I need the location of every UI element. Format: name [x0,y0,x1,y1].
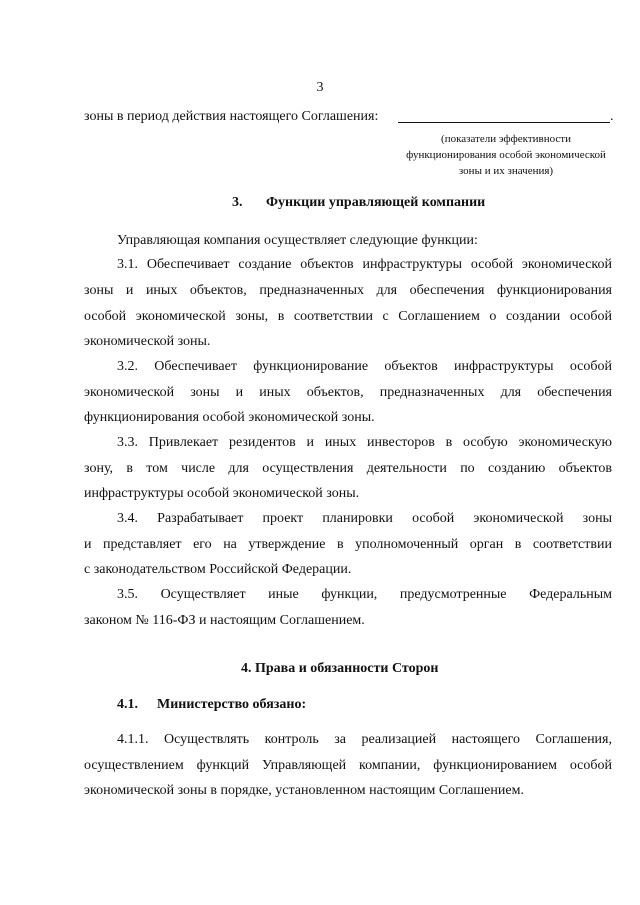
item-4-1-1-line-1: 4.1.1. Осуществлять контроль за реализацией настоящего Соглашения, [117,732,612,747]
item-3-3-line-2: зону, в том числе для осуществления деятельности по созданию объектов [84,461,612,476]
page-number: 3 [316,80,324,95]
item-3-3-line-3: инфраструктуры особой экономической зоны. [84,486,360,501]
section-3-number: 3. [232,195,243,210]
caption-line-1: (показатели эффективности [441,133,571,145]
item-3-4-line-2: и представляет его на утверждение в уполномоченный орган в соответствии [84,537,612,552]
section-3-title: Функции управляющей компании [266,195,486,210]
item-3-2-line-1: 3.2. Обеспечивает функционирование объектов инфраструктуры особой [117,359,612,374]
item-3-1-line-3: особой экономической зоны, в соответствии с Соглашением о создании особой [84,309,612,324]
item-4-1-1-line-2: осуществлением функций Управляющей компании, функционированием особой [84,758,612,773]
subsection-4-1-title: Министерство обязано: [157,697,307,712]
item-3-1-line-2: зоны и иных объектов, предназначенных для обеспечения функционирования [84,283,612,298]
blank-underline [398,122,610,123]
item-3-1-line-4: экономической зоны. [84,334,211,349]
section-3-lead: Управляющая компания осуществляет следующие функции: [117,233,478,248]
subsection-4-1-number: 4.1. [117,697,138,712]
caption-line-2: функционирования особой экономической [406,149,606,161]
item-3-4-line-3: с законодательством Российской Федерации. [84,562,352,577]
section-4-title: 4. Права и обязанности Сторон [241,661,439,676]
intro-trailing-period: . [610,109,614,124]
item-3-1-line-1: 3.1. Обеспечивает создание объектов инфраструктуры особой экономической [117,257,612,272]
item-3-2-line-2: экономической зоны и иных объектов, предназначенных для обеспечения [84,385,612,400]
intro-text: зоны в период действия настоящего Соглашения: [84,109,379,124]
item-3-2-line-3: функционирования особой экономической зоны. [84,410,375,425]
item-4-1-1-line-3: экономической зоны в порядке, установленном настоящим Соглашением. [84,783,524,798]
item-3-5-line-1: 3.5. Осуществляет иные функции, предусмотренные Федеральным [117,587,612,602]
item-3-4-line-1: 3.4. Разрабатывает проект планировки особой экономической зоны [117,511,612,526]
item-3-3-line-1: 3.3. Привлекает резидентов и иных инвесторов в особую экономическую [117,435,612,450]
caption-line-3: зоны и их значения) [458,165,554,177]
item-3-5-line-2: законом № 116-ФЗ и настоящим Соглашением. [84,613,365,628]
